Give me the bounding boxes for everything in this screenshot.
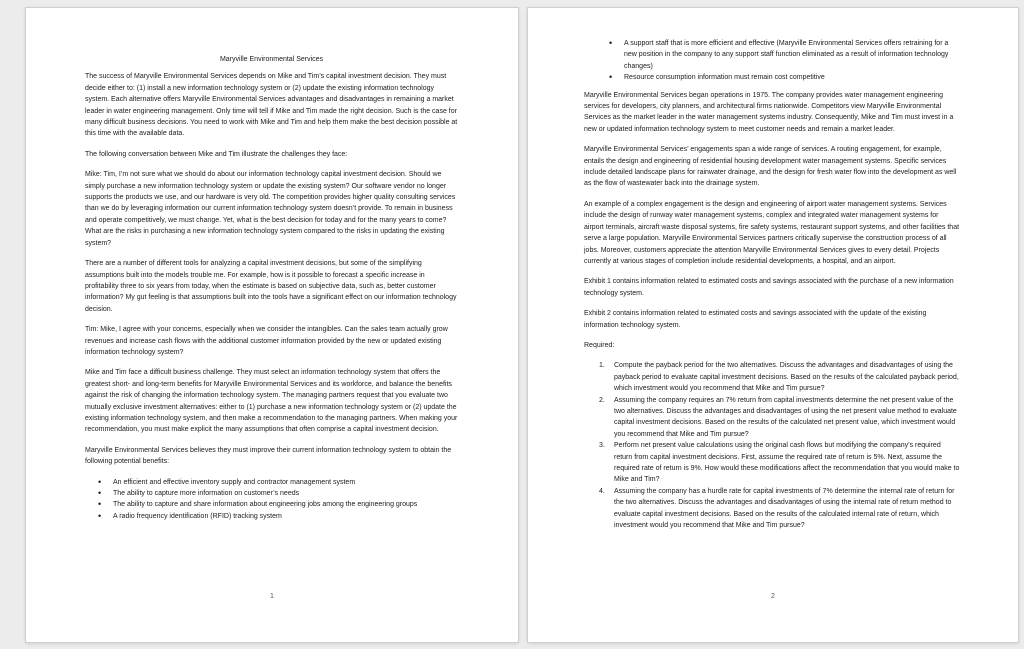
benefits-list-continued [584,38,960,84]
list-item: Compute the payback period for the two alternatives. Discuss the advantages and disadvantages of using the payback period to evaluate capital investment decisions. Based on the results of the calculated payback period, which investment would you recommend that Mike and Tim pursue? [614,362,959,393]
paragraph: Exhibit 1 contains information related to estimated costs and savings associated with the purchase of a new information technology system. [584,278,954,297]
paragraph: Maryville Environmental Services’ engagements span a wide range of services. A routing engagement, for example, entails the design and engineering of residential housing development water management systems. Specific services include detailed landscape plans for rainwater drainage, and the design for fresh water flow into the development as well as the flow of wastewater back into the drainage system. [584,146,957,188]
list-item: • The ability to capture and share information about engineering jobs among the engineering groups [113,499,458,510]
page-number: 1 [270,592,274,600]
document-page-1 [26,8,518,642]
paragraph: The following conversation between Mike and Tim illustrate the challenges they face: [85,150,348,158]
list-item: Perform net present value calculations using the original cash flows but modifying the company’s required return from capital investment decisions. First, assume the required rate of return is 5%. Next, assume the required rate of return is 9%. How would these modifications affect the recommendation that you would make to Mike and Tim? [614,442,960,484]
required-list [584,360,960,531]
list-item: Assuming the company has a hurdle rate for capital investments of 7% determine the internal rate of return for the two alternatives. Discuss the advantages and disadvantages of using the internal rate of return method to evaluate capital investment decisions. Based on the results of the calculated internal rate of return, which investment would you recommend that Mike and Tim pursue? [614,487,955,530]
document-page-2 [528,8,1018,642]
list-item: • An efficient and effective inventory supply and contractor management system [113,477,458,488]
paragraph: Maryville Environmental Services believes they must improve their current information technology system to obtain the following potential benefits: [85,446,452,466]
required-heading: Required: [584,341,615,349]
page-number: 2 [771,592,775,600]
document-title: Maryville Environmental Services [219,56,324,63]
paragraph: The success of Maryville Environmental Services depends on Mike and Tim’s capital investment decision. They must decide either to: (1) install a new information technology system or (2) update the existing information technology system. Each alternative offers Maryville Environmental Services advantages and disadvantages in remaining a market leader in water engineering management. Only time will tell if Mike and Tim made the right decision. Such is the case for many difficult business decisions. You need to work with Mike and Tim and help them make the best decision possible at this time with the available data. [85,73,458,138]
paragraph: Mike and Tim face a difficult business challenge. They must select an information technology system that offers the greatest short- and long-term benefits for Maryville Environmental Services and its workforce, and balance the benefits against the risk of changing the information technology system. The managing partners request that you evaluate two mutually exclusive investment alternatives: either to (1) purchase a new information technology system or (2) update the existing information technology system, and then make a recommendation to the managing partners. When making your recommendation, you must make explicit the many assumptions that often comprise a capital investment decision. [85,369,458,434]
list-item: • A support staff that is more efficient and effective (Maryville Environmental Services offers retraining for a new position in the company to any support staff function eliminated as a result of information technology changes) [624,38,960,72]
list-item: • A radio frequency identification (RFID) tracking system [113,511,458,522]
list-item: • Resource consumption information must remain cost competitive [624,72,960,83]
paragraph: There are a number of different tools for analyzing a capital investment decisions, but some of the simplifying assumptions built into the models trouble me. For example, how is it possible to forecast a specific increase in profitability three to six years from today, when the estimate is based on subjective data, such as, better customer information? My gut feeling is that assumptions built into the tools have a significant effect on our information technology decision. [85,260,457,313]
list-item: Assuming the company requires an 7% return from capital investments determine the net present value of the two alternatives. Discuss the advantages and disadvantages of using the net present value method to evaluate capital investment decisions. Based on the results of the calculated net present value, which investment would you recommend that Mike and Tim pursue? [614,396,957,438]
paragraph: Maryville Environmental Services began operations in 1975. The company provides water management engineering services for developers, city planners, and architectural firms nationwide. Competitors view Maryville Environmental Services as the market leader in the water management systems industry. Consequently, Mike and Tim must invest in a new or updated information technology system to meet customer needs and remain a market leader. [584,91,954,133]
paragraph: Tim: Mike, I agree with your concerns, especially when we consider the intangibles. Can the sales team actually grow revenues and increase cash flows with the additional customer information provided by the new or updated existing information technology system? [85,326,448,356]
list-item: • The ability to capture more information on customer’s needs [113,488,458,499]
paragraph: An example of a complex engagement is the design and engineering of airport water management systems. Services include the design of runway water management systems, complex and integrated water management systems for airport terminals, aircraft waste disposal systems, fire safety systems, restaurant support systems, and other facilities that serve a large population. Maryville Environmental Services partners critically supervise the construction process of all jobs. Moreover, customers appreciate the attention Maryville Environmental Services gives to every detail. Projects currently at various stages of completion include residential developments, a hospital, and an airport. [584,200,960,265]
benefits-list [85,477,458,523]
paragraph: Mike: Tim, I’m not sure what we should do about our information technology capital investment decision. Should we simply purchase a new information technology system or update the existing system? Our software vendor no longer supports the products we use, and our hardware is very old. The competition provides higher quality consulting services than we do by leveraging information our current information technology system doesn’t provide. To remain in business and operate competitively, we must change. Yet, what is the best decision for today and for the many years to come? What are the risks in purchasing a new information technology system compared to the risks in updating the existing system? [85,171,456,247]
paragraph: Exhibit 2 contains information related to estimated costs and savings associated with the update of the existing information technology system. [584,310,927,329]
